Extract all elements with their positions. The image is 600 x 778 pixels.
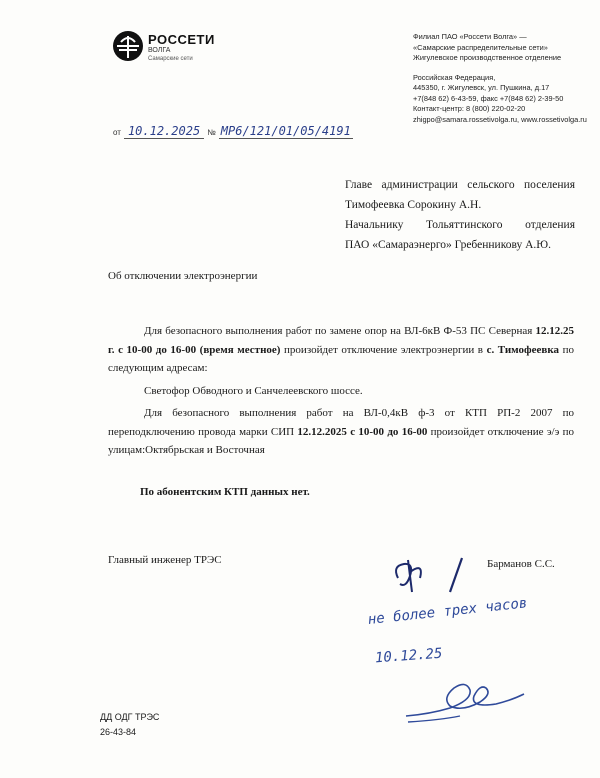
signer-name: Барманов С.С.: [487, 558, 555, 570]
logo-sub: ВОЛГА: [148, 47, 171, 54]
org-line: «Самарские распределительные сети»: [413, 42, 548, 52]
executor-dept: ДД ОДГ ТРЭС: [100, 712, 160, 722]
handwritten-note: не более трех часов: [367, 595, 529, 628]
text-run: произойдет отключение э/э по улицам:Октябрьская и Восточная: [108, 425, 574, 456]
letter-body: [108, 322, 574, 460]
outgoing-reference: [113, 124, 363, 139]
rosseti-logo-icon: [112, 30, 144, 62]
text-run: Для безопасного выполнения работ по замене опор на ВЛ-6кВ Ф-53 ПС Северная: [144, 325, 536, 337]
paragraph-3: [108, 404, 574, 460]
org-line: zhigpo@samara.rossetivolga.ru, www.rossetivolga.ru: [413, 114, 587, 124]
text-run: Для безопасного выполнения работ на ВЛ-0,4кВ ф-3 от КТП РП-2 2007 по переподключению провода марки СИП: [108, 407, 574, 438]
company-logo: [112, 30, 222, 70]
addressee-line: Главе администрации сельского поселения: [345, 179, 575, 191]
addressee-line: Тимофеевка Сорокину А.Н.: [345, 199, 482, 211]
signer-role: Главный инженер ТРЭС: [108, 554, 222, 566]
bold-run: 12.12.2025 с 10-00 до 16-00: [297, 425, 428, 438]
org-line: Жигулевское производственное отделение: [413, 53, 562, 62]
date-label: от: [113, 128, 121, 137]
executor-phone: 26-43-84: [100, 727, 137, 737]
addressee-line: ПАО «Самараэнерго» Гребенникову А.Ю.: [345, 239, 551, 251]
org-line: 445350, г. Жигулевск, ул. Пушкина, д.17: [413, 83, 550, 92]
org-line: +7(848 62) 6-43-59, факс +7(848 62) 2-39-50: [413, 93, 564, 103]
logo-name: РОССЕТИ: [148, 32, 215, 47]
handwritten-signature-icon: [390, 548, 480, 598]
logo-sub2: Самарские сети: [148, 56, 193, 62]
text-run: произойдет отключение электроэнергии в: [280, 343, 487, 356]
bold-run: 12.12.25 г. с 10-00 до 16-00 (время местное): [108, 325, 574, 356]
org-line: Российская Федерация,: [413, 72, 496, 82]
paragraph-1: [108, 322, 574, 378]
handwritten-signature-2-icon: [400, 676, 530, 726]
addressee-line: Начальнику Тольяттинского отделения: [345, 219, 575, 231]
addressee-block: [345, 175, 575, 255]
bold-run: с. Тимофеевка: [486, 343, 560, 356]
text-run: по следующим адресам:: [108, 343, 574, 374]
number-label: №: [207, 128, 216, 137]
org-line: Филиал ПАО «Россети Волга» —: [413, 32, 527, 41]
org-line: Контакт-центр: 8 (800) 220-02-20: [413, 104, 526, 113]
outgoing-date: 10.12.2025: [124, 124, 204, 139]
organization-block: [413, 32, 598, 125]
handwritten-date: 10.12.25: [374, 645, 443, 667]
paragraph-4: По абонентским КТП данных нет.: [140, 486, 310, 498]
outgoing-number: МР6/121/01/05/4191: [220, 124, 351, 138]
paragraph-2: Светофор Обводного и Санчелеевского шоссе.: [144, 384, 363, 397]
letter-subject: Об отключении электроэнергии: [108, 270, 258, 282]
